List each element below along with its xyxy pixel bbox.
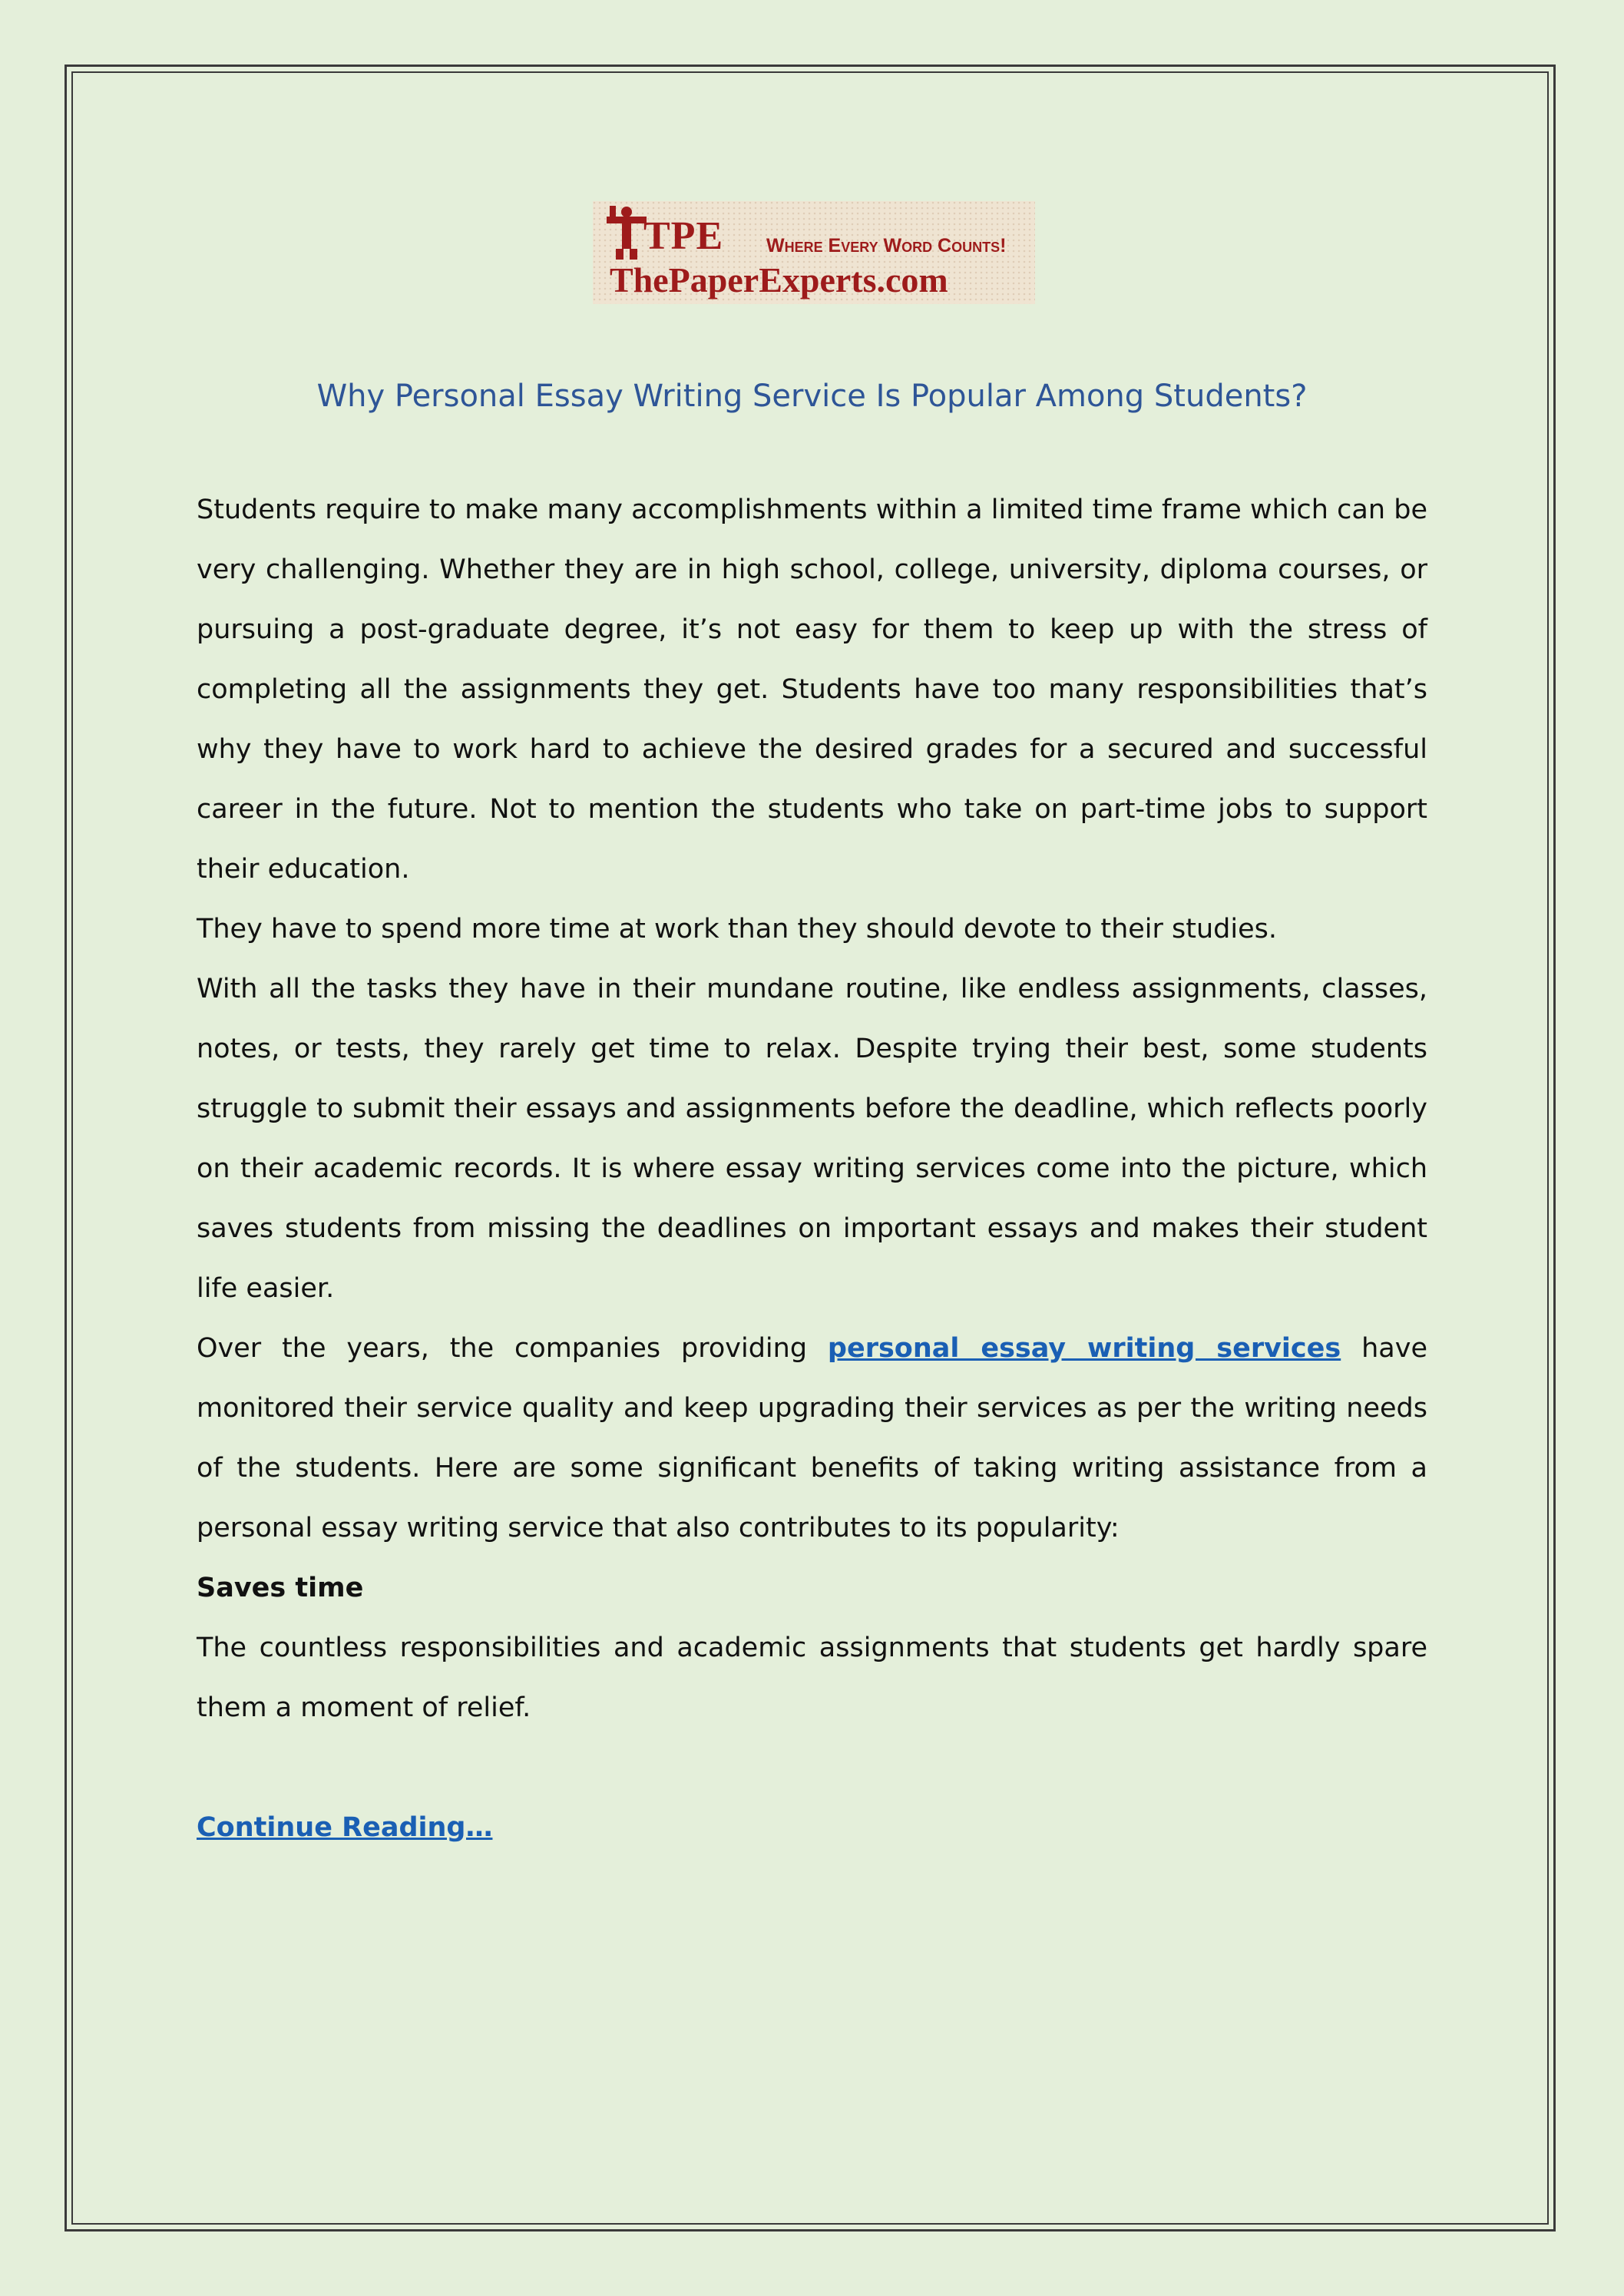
article-body: [197, 480, 1427, 1858]
subheading-saves-time: Saves time: [197, 1573, 364, 1603]
paragraph-intro: Students require to make many accomplishments within a limited time frame which can be very challenging. Whether they are in high school, college, university, diploma courses, or pursuing a post-graduate degree, it’s not easy for them to keep up with the stress of completing all the assignments they get. Students have too many responsibilities that’s why they have to work hard to achieve the desired grades for a secured and successful career in the future. Not to mention the students who take on part-time jobs to support their education.: [197, 495, 1427, 885]
article-title: Why Personal Essay Writing Service Is Popular Among Students?: [316, 379, 1308, 414]
paragraph-services: [197, 1318, 1427, 1558]
continue-reading-row: [197, 1798, 1427, 1858]
continue-reading-link[interactable]: Continue Reading…: [197, 1812, 493, 1843]
paragraph-services-tail: have monitored their service quality and keep upgrading their services as per the writing needs of the students. Here are some significant benefits of taking writing assistance from a personal essay writing service that also contributes to its popularity:: [197, 1333, 1427, 1543]
paragraph-services-lead: Over the years, the companies providing: [197, 1333, 828, 1364]
paragraph-saves-time: The countless responsibilities and academic assignments that students get hardly spare them a moment of relief.: [197, 1633, 1427, 1723]
paragraph-mundane-routine: With all the tasks they have in their mundane routine, like endless assignments, classes, notes, or tests, they rarely get time to relax. Despite trying their best, some students struggle to submit their essays and assignments before the deadline, which reflects poorly on their academic records. It is where essay writing services come into the picture, which saves students from missing the deadlines on important essays and makes their student life easier.: [197, 974, 1427, 1304]
personal-essay-services-link[interactable]: personal essay writing services: [827, 1333, 1341, 1364]
paragraph-work-time: They have to spend more time at work than they should devote to their studies.: [197, 914, 1278, 945]
logo-site-name: ThePaperExperts.com: [610, 260, 948, 299]
logo-mark: TPE: [643, 214, 724, 258]
logo: [593, 201, 1035, 304]
logo-tagline: Where Every Word Counts!: [766, 235, 1007, 256]
